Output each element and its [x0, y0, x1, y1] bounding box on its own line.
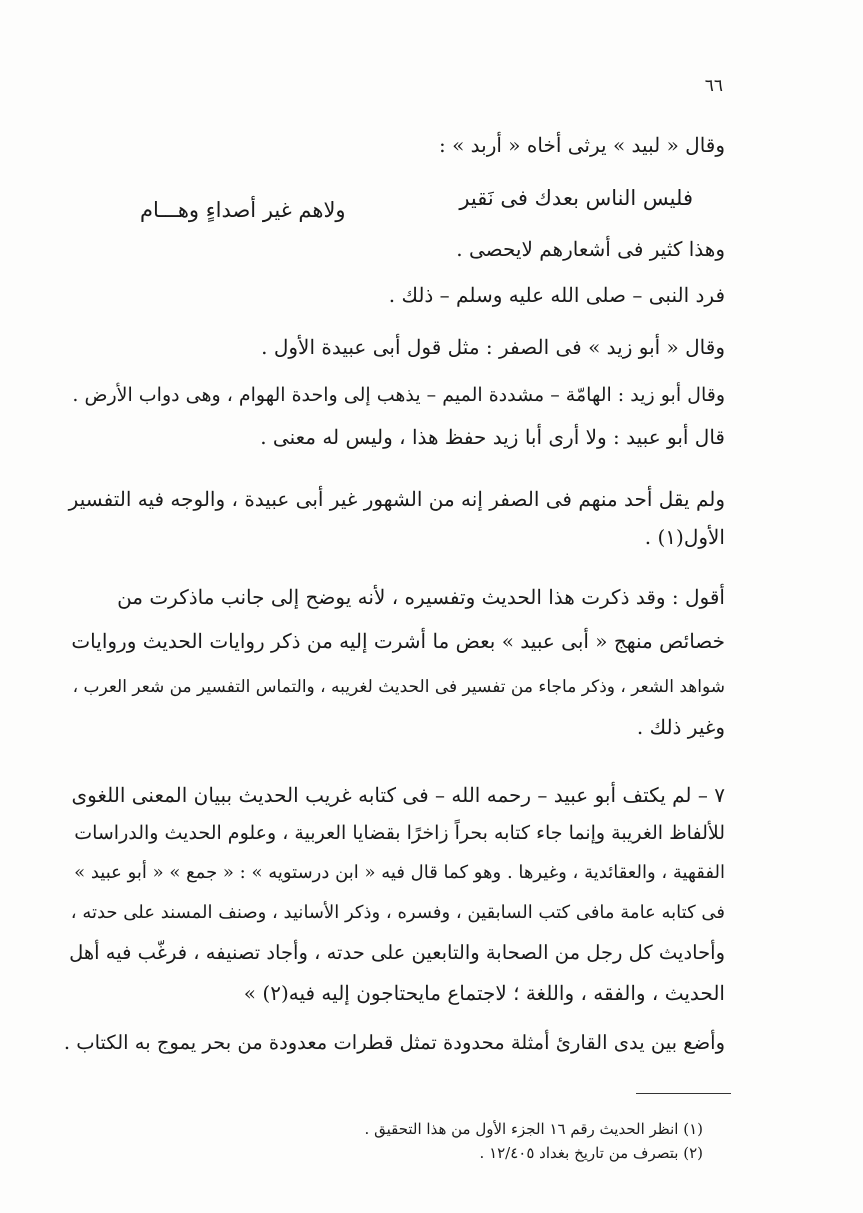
text-line: أقول : وقد ذكرت هذا الحديث وتفسيره ، لأنه يوضح إلى جانب ماذكرت من: [117, 585, 725, 609]
text-line: ٧ – لم يكتف أبو عبيد – رحمه الله – فى كتابه غريب الحديث ببيان المعنى اللغوى: [71, 783, 725, 807]
text-line: وغير ذلك .: [636, 715, 725, 739]
poem-second-hemistich: ولاهم غير أصداءٍ وهـــام: [140, 198, 346, 222]
text-line: فى كتابه عامة مافى كتب السابقين ، وفسره ، وذكر الأسانيد ، وصنف المسند على حدته ،: [70, 902, 725, 923]
text-line: وأحاديث كل رجل من الصحابة والتابعين على حدته ، وأجاد تصنيفه ، فرغّب فيه أهل: [69, 941, 725, 964]
text-line: للألفاظ الغريبة وإنما جاء كتابه بحراً زاخرًا بقضايا العربية ، وعلوم الحديث والدراسات: [74, 822, 725, 844]
text-line: الحديث ، والفقه ، واللغة ؛ لاجتماع مايحتاجون إليه فيه(٢) »: [243, 981, 725, 1005]
text-line: ولم يقل أحد منهم فى الصفر إنه من الشهور غير أبى عبيدة ، والوجه فيه التفسير: [68, 487, 725, 511]
page-number: ٦٦: [704, 76, 723, 96]
footnote: (٢) بتصرف من تاريخ بغداد ١٢/٤٠٥ .: [479, 1144, 703, 1162]
text-line: شواهد الشعر ، وذكر ماجاء من تفسير فى الحديث لغريبه ، والتماس التفسير من شعر العرب ،: [72, 677, 725, 697]
text-line: فرد النبى – صلى الله عليه وسلم – ذلك .: [388, 283, 725, 307]
footnote-divider: [636, 1093, 731, 1094]
footnote: (١) انظر الحديث رقم ١٦ الجزء الأول من هذا التحقيق .: [364, 1120, 703, 1138]
text-line: قال أبو عبيد : ولا أرى أبا زيد حفظ هذا ، وليس له معنى .: [260, 425, 725, 449]
text-line: وقال « لبيد » يرثى أخاه « أربد » :: [438, 133, 725, 157]
text-line: وأضع بين يدى القارئ أمثلة محدودة تمثل قطرات معدودة من بحر يموج به الكتاب .: [63, 1031, 725, 1054]
text-line: وقال « أبو زيد » فى الصفر : مثل قول أبى عبيدة الأول .: [261, 335, 725, 359]
text-line: الفقهية ، والعقائدية ، وغيرها . وهو كما قال فيه « ابن درستويه » : « جمع » « أبو عبيد »: [74, 862, 725, 883]
text-line: خصائص منهج « أبى عبيد » بعض ما أشرت إليه من ذكر روايات الحديث وروايات: [71, 629, 725, 653]
poem-first-hemistich: فليس الناس بعدك فى نَقير: [459, 186, 693, 210]
text-line: وقال أبو زيد : الهامّة – مشددة الميم – يذهب إلى واحدة الهوام ، وهى دواب الأرض .: [72, 384, 725, 406]
text-line: الأول(١) .: [644, 525, 725, 549]
text-line: وهذا كثير فى أشعارهم لايحصى .: [456, 237, 725, 261]
